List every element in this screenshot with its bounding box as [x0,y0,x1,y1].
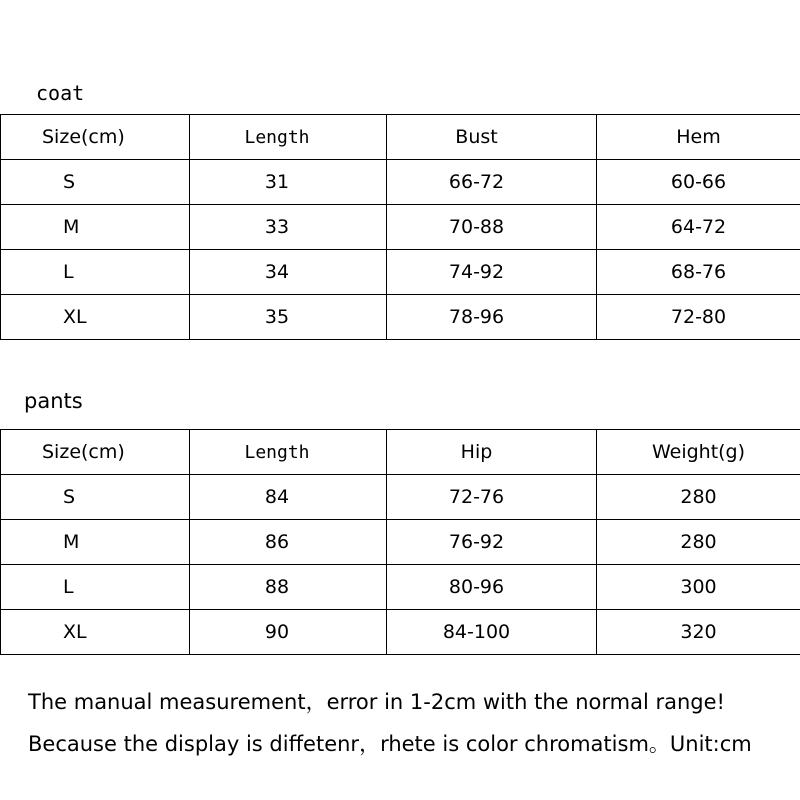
coat-size-table [0,114,800,340]
coat-section-title: coat [36,81,85,105]
cell-hip: 84-100 [387,610,597,655]
table-row [1,160,800,205]
cell-length: 35 [190,295,387,340]
cell-size: XL [1,295,190,340]
pants-size-table [0,429,800,655]
header-weight: Weight(g) [597,430,800,475]
cell-length: 84 [190,475,387,520]
cell-length: 90 [190,610,387,655]
header-size: Size(cm) [1,430,190,475]
cell-length: 88 [190,565,387,610]
cell-size: M [1,520,190,565]
cell-bust: 70-88 [387,205,597,250]
cell-size: S [1,475,190,520]
table-row [1,565,800,610]
header-hem: Hem [597,115,800,160]
cell-size: L [1,565,190,610]
cell-bust: 74-92 [387,250,597,295]
cell-hem: 68-76 [597,250,800,295]
cell-size: L [1,250,190,295]
table-header-row [1,430,800,475]
table-row [1,475,800,520]
table-row [1,295,800,340]
color-note: Because the display is diffetenr，rhete is color chromatism。Unit:cm [28,732,752,756]
table-row [1,520,800,565]
cell-bust: 78-96 [387,295,597,340]
table-row [1,205,800,250]
table-row [1,250,800,295]
cell-length: 34 [190,250,387,295]
pants-section-title: pants [24,389,83,413]
cell-weight: 300 [597,565,800,610]
table-header-row [1,115,800,160]
cell-hem: 60-66 [597,160,800,205]
header-length: Length [190,115,387,160]
cell-hem: 64-72 [597,205,800,250]
cell-length: 31 [190,160,387,205]
cell-length: 33 [190,205,387,250]
header-hip: Hip [387,430,597,475]
header-size: Size(cm) [1,115,190,160]
cell-weight: 280 [597,475,800,520]
cell-hem: 72-80 [597,295,800,340]
cell-size: M [1,205,190,250]
header-bust: Bust [387,115,597,160]
cell-length: 86 [190,520,387,565]
cell-hip: 72-76 [387,475,597,520]
cell-size: XL [1,610,190,655]
measurement-note: The manual measurement，error in 1-2cm with the normal range! [28,690,725,714]
cell-weight: 280 [597,520,800,565]
cell-hip: 76-92 [387,520,597,565]
cell-hip: 80-96 [387,565,597,610]
cell-weight: 320 [597,610,800,655]
table-row [1,610,800,655]
cell-bust: 66-72 [387,160,597,205]
header-length: Length [190,430,387,475]
cell-size: S [1,160,190,205]
